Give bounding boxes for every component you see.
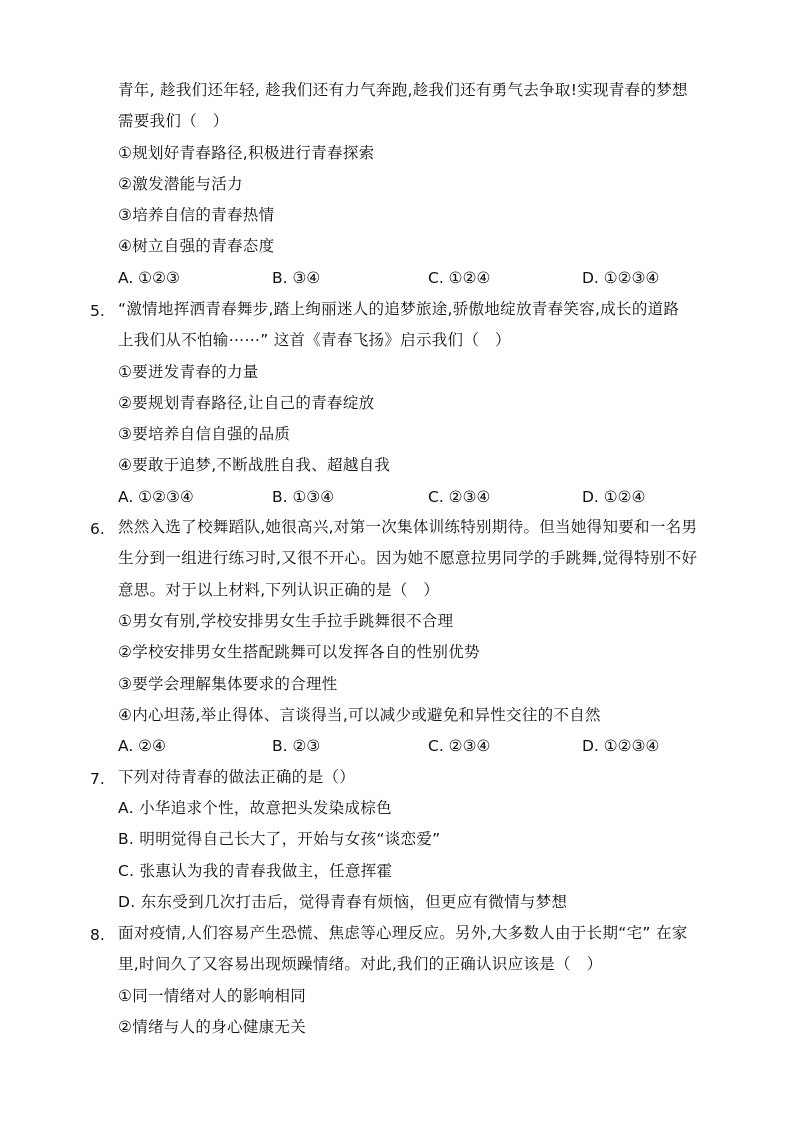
- q5-item-3: ③要培养自信自强的品质: [118, 425, 291, 443]
- q6-stem-line-2: 生分到一组进行练习时,又很不开心。因为她不愿意拉男同学的手跳舞,觉得特别不好: [118, 549, 698, 567]
- q6-stem-line-1: 然然入选了校舞蹈队,她很高兴,对第一次集体训练特别期待。但当她得知要和一名男: [118, 518, 698, 536]
- q6-option-d: D. ①②③④: [582, 737, 660, 755]
- q6-stem-line-3: 意思。对于以上材料,下列认识正确的是（ ）: [118, 581, 440, 599]
- q7-choice-b: B. 明明觉得自己长大了，开始与女孩“谈恋爱”: [118, 830, 441, 848]
- q7-choice-c: C. 张惠认为我的青春我做主，任意挥霍: [118, 862, 393, 880]
- q7-choice-a: A. 小华追求个性，故意把头发染成棕色: [118, 799, 392, 817]
- q5-option-b: B. ①③④: [272, 488, 335, 506]
- q5-number: 5.: [90, 302, 105, 320]
- q5-option-c: C. ②③④: [428, 488, 491, 506]
- q4-item-2: ②激发潜能与活力: [118, 175, 243, 193]
- q4-item-1: ①规划好青春路径,积极进行青春探索: [118, 144, 375, 162]
- q4-option-b: B. ③④: [272, 269, 321, 287]
- q4-stem-line-1: 青年, 趁我们还年轻, 趁我们还有力气奔跑,趁我们还有勇气去争取!实现青春的梦想: [118, 81, 688, 99]
- q8-number: 8.: [90, 926, 105, 944]
- q5-option-d: D. ①②④: [582, 488, 646, 506]
- q5-stem-line-2: 上我们从不怕输⋯⋯” 这首《青春飞扬》启示我们（ ）: [118, 331, 511, 349]
- q8-stem-line-2: 里,时间久了又容易出现烦躁情绪。对此,我们的正确认识应该是（ ）: [118, 955, 603, 973]
- q5-stem-line-1: “激情地挥洒青春舞步,踏上绚丽迷人的追梦旅途,骄傲地绽放青春笑容,成长的道路: [118, 300, 680, 318]
- q6-option-c: C. ②③④: [428, 737, 491, 755]
- q8-stem-line-1: 面对疫情,人们容易产生恐慌、焦虑等心理反应。另外,大多数人由于长期“宅” 在家: [118, 924, 688, 942]
- q4-option-a: A. ①②③: [118, 269, 180, 287]
- q4-option-c: C. ①②④: [428, 269, 491, 287]
- q4-option-d: D. ①②③④: [582, 269, 660, 287]
- q5-item-4: ④要敢于追梦,不断战胜自我、超越自我: [118, 456, 391, 474]
- q5-item-1: ①要迸发青春的力量: [118, 363, 259, 381]
- q6-option-b: B. ②③: [272, 737, 321, 755]
- q5-option-a: A. ①②③④: [118, 488, 194, 506]
- q7-stem: 下列对待青春的做法正确的是（）: [118, 768, 356, 786]
- q6-number: 6.: [90, 520, 105, 538]
- q6-option-a: A. ②④: [118, 737, 166, 755]
- q6-item-4: ④内心坦荡,举止得体、言谈得当,可以减少或避免和异性交往的不自然: [118, 706, 601, 724]
- q4-item-3: ③培养自信的青春热情: [118, 206, 275, 224]
- q4-stem-line-2: 需要我们（ ）: [118, 112, 229, 130]
- q4-item-4: ④树立自强的青春态度: [118, 237, 275, 255]
- q6-item-1: ①男女有别,学校安排男女生手拉手跳舞很不合理: [118, 612, 454, 630]
- q8-item-2: ②情绪与人的身心健康无关: [118, 1018, 306, 1036]
- q7-choice-d: D. 东东受到几次打击后，觉得青春有烦恼，但更应有微情与梦想: [118, 893, 568, 911]
- q5-item-2: ②要规划青春路径,让自己的青春绽放: [118, 394, 375, 412]
- q6-item-2: ②学校安排男女生搭配跳舞可以发挥各自的性别优势: [118, 643, 480, 661]
- q8-item-1: ①同一情绪对人的影响相同: [118, 987, 306, 1005]
- q7-number: 7.: [90, 770, 105, 788]
- q6-item-3: ③要学会理解集体要求的合理性: [118, 675, 338, 693]
